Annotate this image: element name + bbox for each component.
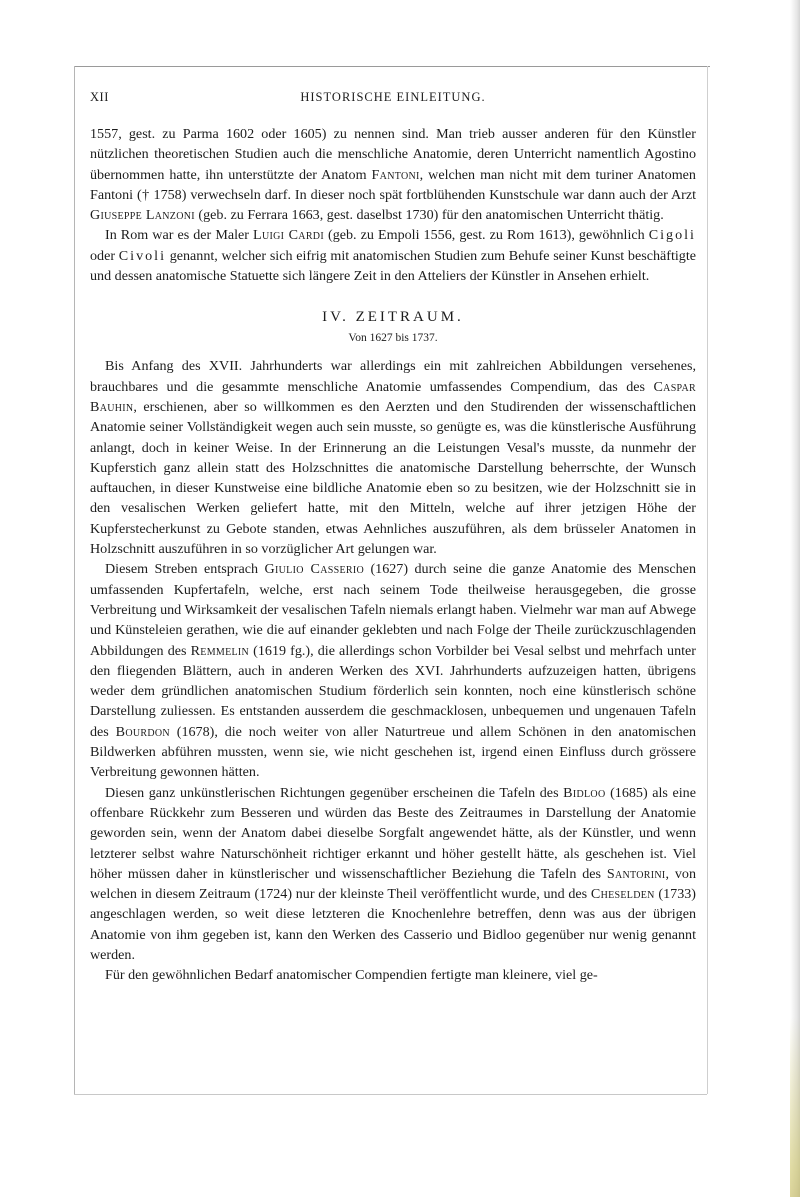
paragraph-3: Bis Anfang des XVII. Jahrhunderts war allerdings ein mit zahlreichen Abbildungen versehenes, brauchbares und die gesammte menschliche Anatomie umfassendes Compendium, das des Caspar Bauhin, erschienen, aber so willkommen es den Aerzten und den Studirenden der wissenschaftlichen Anatomie seiner Vollständigkeit wegen auch sein musste, so genügte es, was die künstlerische Ausführung anlangt, doch in keiner Weise. In der Erinnerung an die Leistungen Vesal's musste, da nunmehr der Kupferstich ganz allein statt des Holzschnittes die anatomische Darstellung beherrschte, der Wunsch auftauchen, in dieser Kunstweise eine bildliche Anatomie eben so zu besitzen, wie der Holzschnitt sie in den vesalischen Werken geliefert hatte, mit den Mitteln, welche auf ihrer jetzigen Höhe der Kupferstecherkunst zu Gebote standen, etwas Aehnliches auszuführen, als dem brüsseler Anatomen in Holzschnitt auszuführen in so vorzüglicher Art gelungen war. xyxy=(90,358,696,558)
person-name: Santorini xyxy=(606,865,666,882)
running-title: HISTORISCHE EINLEITUNG. xyxy=(300,90,486,104)
person-name: Remmelin xyxy=(190,642,250,659)
section-heading: IV. ZEITRAUM. xyxy=(322,309,464,326)
scan-edge-stain xyxy=(790,1017,800,1197)
person-name: Bourdon xyxy=(115,723,170,740)
running-header xyxy=(90,90,696,110)
person-name: Giulio Casserio xyxy=(264,561,364,578)
person-name: Giuseppe Lanzoni xyxy=(90,207,195,224)
page-border-bottom xyxy=(74,1094,707,1095)
paragraph-2: In Rom war es der Maler Luigi Cardi (geb. zu Empoli 1556, gest. zu Rom 1613), gewöhnlich Cigoli oder Civoli genannt, welcher sich eifrig mit anatomischen Studien zum Behufe seiner Kunst beschäftigte und dessen anatomische Statuette sich längere Zeit in den Atteliers der Künstler in Ansehen erhielt. xyxy=(90,227,696,285)
paragraph-4: Diesem Streben entsprach Giulio Casserio (1627) durch seine die ganze Anatomie des Menschen umfassenden Kupfertafeln, welche, erst nach seinem Tode theilweise herausgegeben, die grosse Verbreitung und Wirksamkeit der vesalischen Tafeln niemals erlangt haben. Vielmehr war man auf Abwege und Künsteleien gerathen, wie die auf einander geklebten und nach Folge der Theile zurückzuschlagenden Abbildungen des Remmelin (1619 fg.), die allerdings schon Vorbilder bei Vesal selbst und mehrfach unter den fliegenden Blättern, auch in anderen Werken des XVI. Jahrhunderts aufzuzeigen hatten, übrigens weder dem gründlichen anatomischen Studium förderlich sein konnten, noch eine künstlerisch schöne Darstellung zuliessen. Es entstanden ausserdem die geschmacklosen, unbequemen und ungenauen Tafeln des Bourdon (1678), die noch weiter von aller Naturtreue und allem Schönen in den anatomischen Bildwerken abführen mussten, wenn sie, wie nicht geschehen ist, irgend einen Einfluss durch grössere Verbreitung gewonnen hätten. xyxy=(90,561,697,781)
paragraph-1: 1557, gest. zu Parma 1602 oder 1605) zu nennen sind. Man trieb ausser anderen für den Künstler nützlichen theoretischen Studien auch die menschliche Anatomie, deren Unterricht namentlich Agostino übernommen hatte, ihn unterstützte der Anatom Fantoni, welchen man nicht mit dem turiner Anatomen Fantoni († 1758) verwechseln darf. In dieser noch spät fortblühenden Kunstschule war dann auch der Arzt Giuseppe Lanzoni (geb. zu Ferrara 1663, gest. daselbst 1730) für den anatomischen Unterricht thätig. xyxy=(90,126,696,224)
person-name: Bidloo xyxy=(563,784,606,801)
person-name: Fantoni xyxy=(371,166,420,183)
paragraph-5: Diesen ganz unkünstlerischen Richtungen gegenüber erscheinen die Tafeln des Bidloo (1685) als eine offenbare Rückkehr zum Besseren und würden das Beste des Zeitraumes in Darstellung der Anatomie geworden sein, wenn der Anatom dabei dieselbe Sorgfalt angewendet hätte, als der Künstler, und wenn letzterer selbst wahre Naturschönheit richtiger erkannt und höher gestellt hätte, als geschehen ist. Viel höher müssen daher in künstlerischer und wissenschaftlicher Beziehung die Tafeln des Santorini, von welchen in diesem Zeitraum (1724) nur der kleinste Theil veröffentlicht wurde, und des Cheselden (1733) angeschlagen werden, so weit diese letzteren die Knochenlehre betreffen, denn was aus der übrigen Anatomie von ihm gegeben ist, kann den Werken des Casserio und Bidloo gegenüber nur wenig genannt werden. xyxy=(90,784,697,963)
person-name: Luigi Cardi xyxy=(253,227,324,244)
page-body xyxy=(90,124,696,986)
page-border-top xyxy=(74,66,710,67)
spaced-name: Cigoli xyxy=(648,227,696,244)
person-name: Caspar Bauhin xyxy=(90,378,696,415)
person-name: Cheselden xyxy=(590,886,655,903)
page-number: XII xyxy=(90,90,109,104)
spaced-name: Civoli xyxy=(118,247,166,264)
section-subheading: Von 1627 bis 1737. xyxy=(348,332,438,345)
paragraph-6: Für den gewöhnlichen Bedarf anatomischer Compendien fertigte man kleinere, viel ge- xyxy=(105,967,598,984)
page-border-left xyxy=(74,66,75,1094)
page-border-right xyxy=(707,66,708,1094)
